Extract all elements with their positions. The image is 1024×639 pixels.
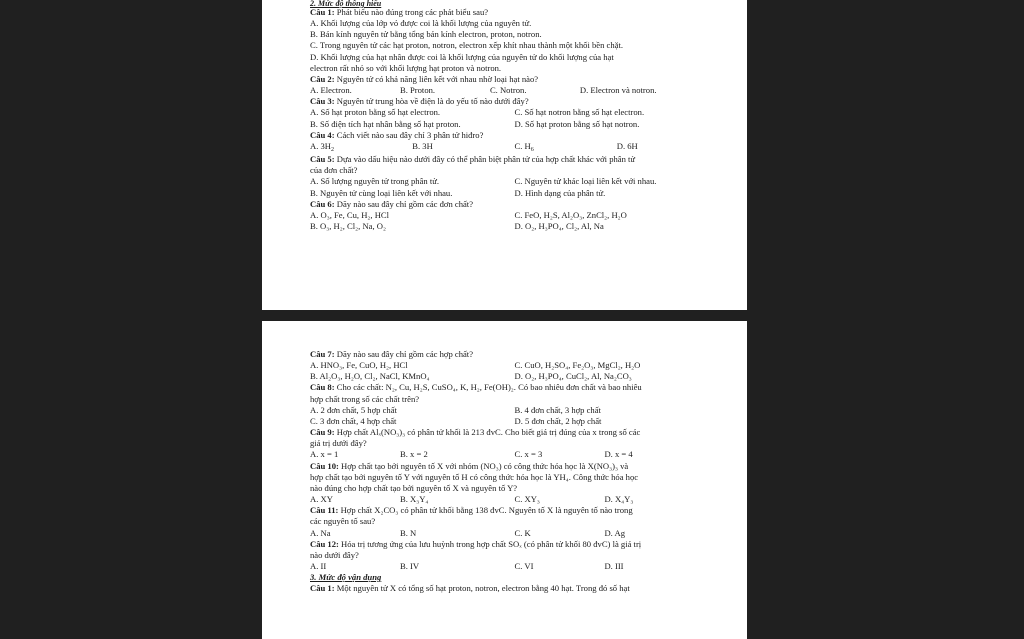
- question-4: Câu 4: Cách viết nào sau đây chỉ 3 phân tử hiđro?: [310, 129, 484, 140]
- question-3: Câu 3: Nguyên tử trung hòa về điện là do yếu tố nào dưới đây?: [310, 96, 529, 107]
- q8-stem-cont: hợp chất trong số các chất trên?: [310, 393, 420, 404]
- q6-options-row1: [310, 210, 719, 221]
- q2-option-d: D. Electron và notron.: [579, 85, 657, 96]
- q5-option-a: A. Số lượng nguyên tử trong phân tử.: [310, 176, 440, 187]
- question-5: Câu 5: Dựa vào dấu hiệu nào dưới đây có thể phân biệt phân tử của hợp chất khác với phân tử: [310, 154, 636, 165]
- q11-option-c: C. K: [514, 527, 531, 538]
- question-2: Câu 2: Nguyên tử có khả năng liên kết với nhau nhờ loại hạt nào?: [310, 73, 539, 84]
- q12-option-d: D. III: [604, 560, 624, 571]
- question-6: Câu 6: Dãy nào sau đây chỉ gồm các đơn chất?: [310, 198, 474, 209]
- document-page-1: [262, 0, 747, 310]
- question-8: Câu 8: Cho các chất: N₂, Cu, H₂S, CuSO₄, K, H₂, Fe(OH)₂. Có bao nhiêu đơn chất và bao nhiêu: [310, 382, 642, 393]
- document-page-2: [262, 321, 747, 639]
- q9-stem-cont: giá trị dưới đây?: [310, 438, 367, 449]
- q9-option-d: D. x = 4: [604, 449, 633, 460]
- q8-option-c: C. 3 đơn chất, 4 hợp chất: [310, 415, 397, 426]
- q12-option-a: A. II: [310, 560, 327, 571]
- q8-options-row1: [310, 405, 719, 416]
- q1-option-d: D. Khối lượng của hạt nhân được coi là khối lượng của nguyên tử do khối lượng của hạt: [310, 51, 614, 62]
- q7-option-d: D. O₂, H₃PO₄, CuCl₂, Al, Na₂CO₃: [514, 371, 632, 382]
- next-question-partial: Câu 1: Một nguyên tử X có tổng số hạt proton, notron, electron bằng 40 hạt. Trong đó số hạt: [310, 583, 630, 594]
- q7-options-row1: [310, 360, 719, 371]
- q2-option-c: C. Notron.: [489, 85, 527, 96]
- q3-option-d: D. Số hạt proton bằng số hạt notron.: [514, 118, 640, 129]
- q1-option-c: C. Trong nguyên tử các hạt proton, notron, electron xếp khít nhau thành một khối bền chặt.: [310, 40, 624, 51]
- q11-options: [310, 528, 719, 539]
- q2-option-b: B. Proton.: [399, 85, 436, 96]
- q6-option-a: A. O₃, Fe, Cu, H₂, HCl: [310, 209, 390, 220]
- q1-option-a: A. Khối lượng của lớp vỏ được coi là khối lượng của nguyên tử.: [310, 18, 532, 29]
- q12-option-b: B. IV: [399, 560, 420, 571]
- q6-option-d: D. O₂, H₃PO₄, Cl₂, Al, Na: [514, 220, 604, 231]
- q5-options-row2: [310, 188, 719, 199]
- q7-option-a: A. HNO₃, Fe, CuO, H₂, HCl: [310, 360, 408, 371]
- q4-option-c: C. $H_6$: [514, 140, 534, 153]
- q3-option-b: B. Số điện tích hạt nhân bằng số hạt proton.: [310, 118, 461, 129]
- q5-option-c: C. Nguyên tử khác loại liên kết với nhau.: [514, 176, 657, 187]
- q5-option-b: B. Nguyên tử cùng loại liên kết với nhau.: [310, 187, 453, 198]
- q11-option-a: A. Na: [310, 527, 331, 538]
- q4-options: [310, 141, 719, 154]
- q12-option-c: C. VI: [514, 560, 534, 571]
- q11-option-d: D. Ag: [604, 527, 625, 538]
- q2-option-a: A. Electron.: [310, 85, 352, 96]
- q1-option-d-cont: electron rất nhỏ so với khối lượng hạt proton và notron.: [310, 62, 502, 73]
- q11-option-b: B. N: [399, 527, 417, 538]
- section-heading-2: 3. Mức độ vận dụng: [310, 572, 382, 583]
- q6-options-row2: [310, 221, 719, 232]
- q10-option-b: B. X₃Y₄: [399, 494, 429, 505]
- q7-option-b: B. Al₂O₃, H₂O, Cl₂, NaCl, KMnO₄: [310, 371, 430, 382]
- q8-option-b: B. 4 đơn chất, 3 hợp chất: [514, 404, 601, 415]
- question-1: Câu 1: Phát biểu nào đúng trong các phát biểu sau?: [310, 7, 489, 17]
- q9-option-a: A. x = 1: [310, 449, 339, 460]
- q10-option-c: C. XY₃: [514, 494, 540, 505]
- q11-stem-cont: các nguyên tố sau?: [310, 516, 376, 527]
- q9-option-c: C. x = 3: [514, 449, 543, 460]
- question-7: Câu 7: Dãy nào sau đây chỉ gồm các hợp chất?: [310, 349, 474, 359]
- q12-stem-cont: nào dưới đây?: [310, 549, 359, 560]
- q6-option-b: B. O₃, H₂, Cl₂, Na, O₂: [310, 220, 386, 231]
- q3-option-c: C. Số hạt notron bằng số hạt electron.: [514, 107, 645, 118]
- q7-option-c: C. CuO, H₂SO₄, Fe₂O₃, MgCl₂, H₂O: [514, 360, 641, 371]
- q2-options: [310, 85, 719, 96]
- q8-options-row2: [310, 416, 719, 427]
- q3-options-row1: [310, 107, 719, 118]
- question-10: Câu 10: Hợp chất tạo bởi nguyên tố X với nhóm (NO₃) có công thức hóa học là X(NO₃)₃ và: [310, 460, 629, 471]
- q10-options: [310, 494, 719, 505]
- q10-stem-cont: hợp chất tạo bởi nguyên tố Y với nguyên tố H có công thức hóa học là YH₄. Công thức hóa học: [310, 471, 639, 482]
- section-heading: 2. Mức độ thông hiểu: [310, 0, 382, 8]
- q7-options-row2: [310, 371, 719, 382]
- q5-options-row1: [310, 176, 719, 187]
- q9-options: [310, 449, 719, 460]
- q4-option-d: D. 6H: [616, 140, 638, 151]
- q1-option-b: B. Bán kính nguyên tử bằng tổng bán kính electron, proton, notron.: [310, 29, 542, 40]
- q6-option-c: C. FeO, H₂S, Al₂O₃, ZnCl₂, H₂O: [514, 209, 627, 220]
- q10-option-d: D. X₄Y₃: [604, 494, 634, 505]
- q3-option-a: A. Số hạt proton bằng số hạt electron.: [310, 107, 441, 118]
- question-9: Câu 9: Hợp chất Alₓ(NO₃)₃ có phân tử khối là 213 đvC. Cho biết giá trị đúng của x trong số các: [310, 427, 641, 438]
- q5-stem-cont: của đơn chất?: [310, 165, 358, 176]
- q9-option-b: B. x = 2: [399, 449, 428, 460]
- q4-option-a: A. $3H_2$: [310, 140, 335, 153]
- q5-option-d: D. Hình dạng của phân tử.: [514, 187, 606, 198]
- question-12: Câu 12: Hóa trị tương ứng của lưu huỳnh trong hợp chất SOₓ (có phân tử khối 80 đvC) là giá trị: [310, 538, 642, 549]
- q8-option-a: A. 2 đơn chất, 5 hợp chất: [310, 404, 397, 415]
- q3-options-row2: [310, 119, 719, 130]
- q8-option-d: D. 5 đơn chất, 2 hợp chất: [514, 415, 602, 426]
- question-11: Câu 11: Hợp chất X₂CO₃ có phân tử khối bằng 138 đvC. Nguyên tố X là nguyên tố nào trong: [310, 505, 633, 516]
- q4-option-b: B. 3H: [412, 140, 433, 151]
- q10-option-a: A. XY: [310, 494, 333, 505]
- q12-options: [310, 561, 719, 572]
- q10-stem-cont-2: nào đúng cho hợp chất tạo bởi nguyên tố X và nguyên tố Y?: [310, 482, 518, 493]
